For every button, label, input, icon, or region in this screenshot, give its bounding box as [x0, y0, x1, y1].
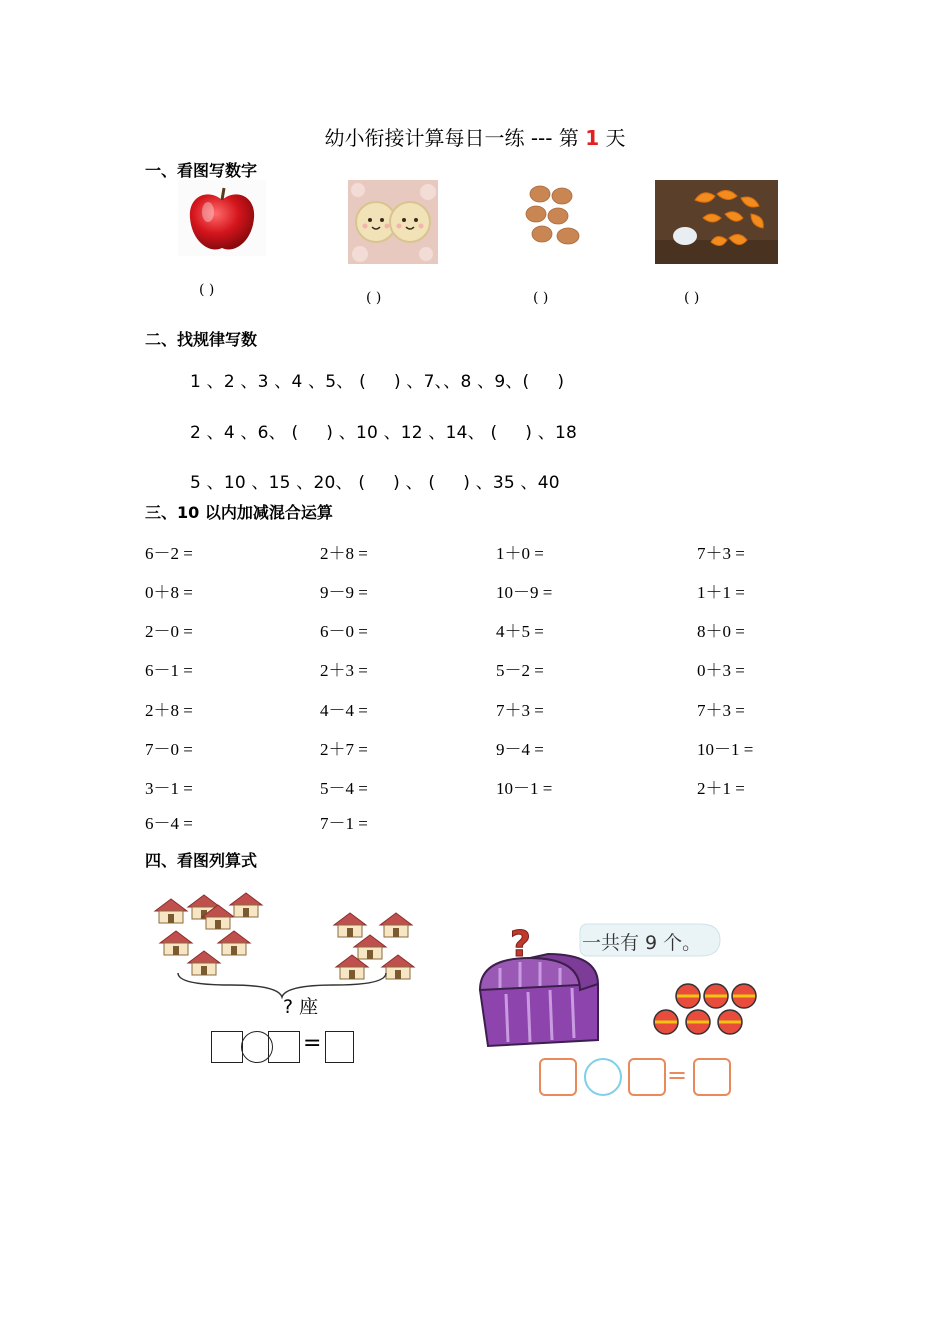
answer-box[interactable] [268, 1031, 300, 1063]
equation-item: 1＋1 = [697, 583, 745, 602]
sequence-row: 2 、4 、6、 ( ) 、10 、12 、14、 ( ) 、18 [190, 423, 577, 443]
equation-item: 2－0 = [145, 622, 193, 641]
section-1-heading: 一、看图写数字 [145, 161, 258, 180]
equation-item: 0＋3 = [697, 661, 745, 680]
answer-box[interactable] [211, 1031, 243, 1063]
answer-blank[interactable]: ( ) [684, 290, 700, 306]
chest-caption: 一共有 9 个。 [582, 932, 702, 954]
equation-item: 2＋8 = [145, 701, 193, 720]
answer-blank[interactable]: ( ) [366, 290, 382, 306]
equals-sign: = [667, 1061, 688, 1089]
equation-item: 3－1 = [145, 779, 193, 798]
equation-item: 0＋8 = [145, 583, 193, 602]
orange-segments-image [655, 180, 778, 264]
equation-item: 7＋3 = [697, 544, 745, 563]
houses-question-label: ? 座 [283, 996, 319, 1018]
equation-item: 10－1 = [496, 779, 553, 798]
equation-item: 7－0 = [145, 740, 193, 759]
answer-box[interactable] [628, 1058, 666, 1096]
equation-item: 7－1 = [320, 814, 368, 833]
answer-blank[interactable]: ( ) [533, 290, 549, 306]
equation-item: 9－9 = [320, 583, 368, 602]
equation-item: 6－4 = [145, 814, 193, 833]
equation-item: 5－2 = [496, 661, 544, 680]
eggs-image [518, 180, 588, 256]
cookies-image [348, 180, 438, 264]
equation-item: 2＋7 = [320, 740, 368, 759]
sequence-row: 1 、2 、3 、4 、5、 ( ) 、7、、8 、9、( ) [190, 372, 565, 392]
svg-text:?: ? [510, 924, 531, 965]
answer-box[interactable] [693, 1058, 731, 1096]
day-number: 1 [585, 126, 600, 150]
equation-item: 10－9 = [496, 583, 553, 602]
equation-item: 6－1 = [145, 661, 193, 680]
equation-item: 8＋0 = [697, 622, 745, 641]
equation-item: 10－1 = [697, 740, 754, 759]
equation-item: 2＋3 = [320, 661, 368, 680]
section-3-heading: 三、10 以内加减混合运算 [145, 503, 333, 522]
equation-item: 7＋3 = [697, 701, 745, 720]
equals-sign: = [303, 1031, 322, 1056]
answer-box[interactable] [539, 1058, 577, 1096]
equation-item: 6－2 = [145, 544, 193, 563]
apple-image [178, 180, 266, 256]
section-2-heading: 二、找规律写数 [145, 330, 258, 349]
operator-circle[interactable] [584, 1058, 622, 1096]
sequence-row: 5 、10 、15 、20、 ( ) 、 ( ) 、35 、40 [190, 473, 560, 493]
page-title: 幼小衔接计算每日一练 --- 第 1 天 [324, 126, 626, 150]
equation-item: 1＋0 = [496, 544, 544, 563]
section-4-heading: 四、看图列算式 [145, 851, 258, 870]
answer-box[interactable] [325, 1031, 354, 1063]
equation-item: 4＋5 = [496, 622, 544, 641]
equation-item: 5－4 = [320, 779, 368, 798]
answer-blank[interactable]: ( ) [199, 282, 215, 298]
equation-item: 2＋8 = [320, 544, 368, 563]
equation-item: 6－0 = [320, 622, 368, 641]
equation-item: 7＋3 = [496, 701, 544, 720]
equation-item: 9－4 = [496, 740, 544, 759]
equation-item: 2＋1 = [697, 779, 745, 798]
equation-item: 4－4 = [320, 701, 368, 720]
